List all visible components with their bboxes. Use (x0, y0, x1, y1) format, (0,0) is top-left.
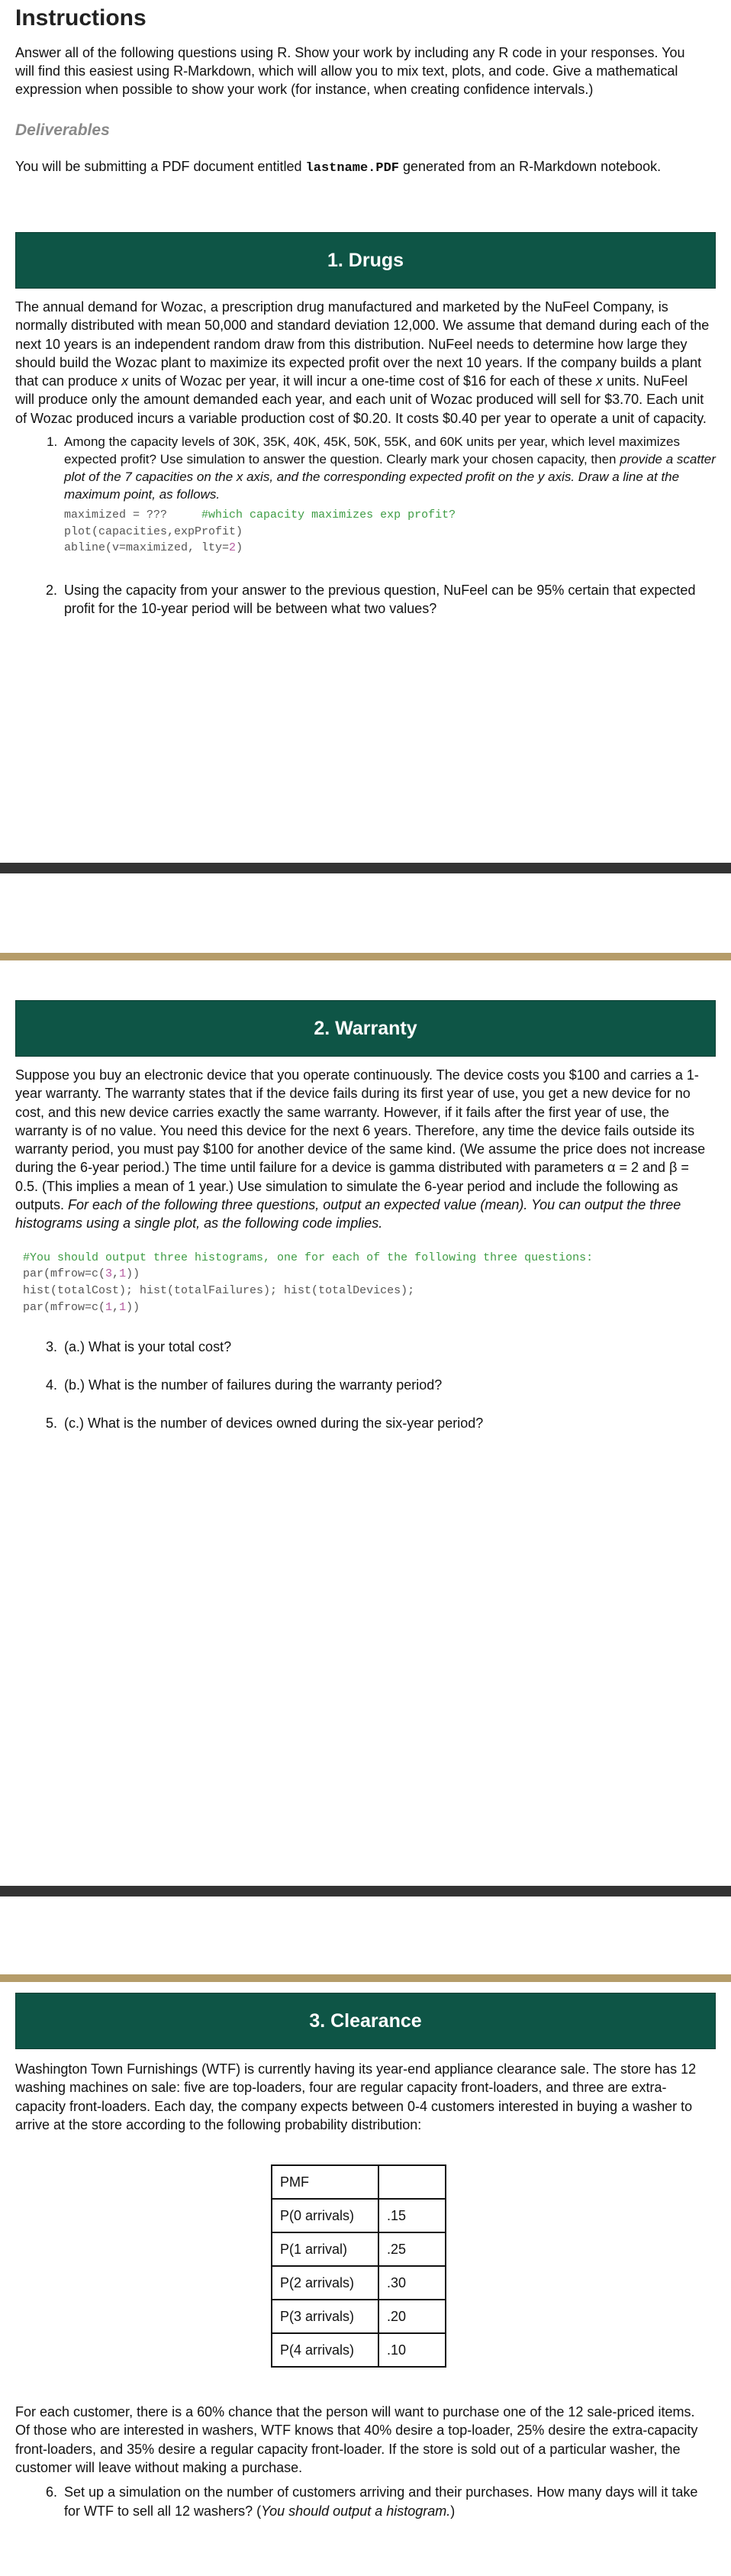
table-cell-label: P(0 arrivals) (272, 2199, 378, 2232)
table-cell-label: P(2 arrivals) (272, 2266, 378, 2300)
deliverables-text (15, 157, 706, 178)
code-line: maximized = ??? (64, 508, 168, 521)
deliverables-filename: lastname.PDF (305, 160, 399, 176)
code-line: plot(capacities,expProfit) (64, 525, 243, 538)
code-block-2 (15, 1250, 716, 1316)
table-header-cell: PMF (272, 2165, 378, 2199)
question-5: 5. (c.) What is the number of devices owned during the six-year period? (61, 1414, 716, 1432)
code-line: par(mfrow=c( (23, 1267, 106, 1281)
question-6-close: ) (450, 2503, 456, 2519)
drugs-intro-part: units. NuFeel will produce only the amount demanded each year, and each unit of Wozac produced will sell for $3.70. Each unit of Wozac produced incurs a variable production cost of $0.20. It costs $0.40 per year to operate a unit of capacity. (15, 373, 707, 426)
drugs-intro-var-x: x (596, 373, 604, 389)
code-comment: #which capacity maximizes exp profit? (201, 508, 456, 521)
table-header-cell-empty (378, 2165, 446, 2199)
drugs-question-list (15, 434, 716, 557)
deliverables-heading: Deliverables (15, 121, 110, 140)
code-line: )) (126, 1267, 140, 1281)
question-6-text: Set up a simulation on the number of customers arriving and their purchases. How many days will it take for WTF to sell all 12 washers? ( (64, 2484, 698, 2519)
table-cell-value: .25 (378, 2232, 446, 2266)
question-6-italic-text: You should output a histogram. (261, 2503, 451, 2519)
code-line: ) (236, 541, 243, 555)
code-line: par(mfrow=c( (23, 1300, 106, 1314)
code-line: , (112, 1267, 120, 1281)
warranty-intro-text: Suppose you buy an electronic device that you operate continuously. The device costs you $100 and carries a 1-year warranty. The warranty states that if the device fails during its first year of use, you get a new device for no cost, and this new device carries exactly the same warranty. However, if it fails after the first year of use, the warranty is of no value. You need this device for the next 6 years. Therefore, any time the device fails outside its warranty period, you must pay $100 for another device of the same kind. (We assume the price does not increase during the 6-year period.) The time until failure for a device is gamma distributed with parameters α = 2 and β = 0.5. (This implies a mean of 1 year.) Use simulation to simulate the 6-year period and include the following as outputs. (15, 1067, 706, 1213)
table-cell-label: P(4 arrivals) (272, 2333, 378, 2367)
table-row (272, 2333, 446, 2367)
drugs-intro-part: The annual demand for Wozac, a prescription drug manufactured and marketed by the NuFeel Company, is normally distributed with mean 50,000 and standard deviation 12,000. We assume that demand during each of the next 10 years is an independent random draw from this distribution. NuFeel needs to determine how large they should build the Wozac plant to maximize its expected profit over the next 10 years. If the company builds a plant that can produce (15, 299, 710, 389)
table-cell-label: P(3 arrivals) (272, 2300, 378, 2333)
question-4: 4. (b.) What is the number of failures during the warranty period? (61, 1376, 716, 1394)
drugs-section (15, 232, 716, 618)
table-cell-value: .30 (378, 2266, 446, 2300)
code-number: 1 (119, 1267, 127, 1281)
question-1-italic-text: provide a scatter plot of the 7 capacities on the x axis, and the corresponding expected profit on the y axis. Draw a line at the maximum point, as follows. (64, 452, 716, 502)
drugs-question-list-2 (15, 581, 716, 618)
table-header-row (272, 2165, 446, 2199)
warranty-intro-italic-text: For each of the following three questions, output an expected value (mean). You can output the three histograms using a single plot, as the following code implies. (15, 1197, 681, 1232)
page-title: Instructions (15, 5, 147, 31)
code-line: , (112, 1300, 120, 1314)
code-number: 3 (105, 1267, 113, 1281)
code-number: 1 (105, 1300, 113, 1314)
instructions-section (0, 0, 731, 178)
code-block-1 (64, 507, 716, 557)
warranty-question-list (15, 1338, 716, 1433)
table-row (272, 2199, 446, 2232)
code-number: 2 (229, 541, 237, 555)
question-6 (61, 2483, 716, 2520)
clearance-section (15, 1993, 716, 2520)
table-row (272, 2266, 446, 2300)
table-cell-label: P(1 arrival) (272, 2232, 378, 2266)
section-divider-dark (0, 1886, 731, 1896)
section-divider-dark (0, 863, 731, 873)
code-line: abline(v=maximized, lty= (64, 541, 230, 555)
code-line: hist(totalCost); hist(totalFailures); hist(totalDevices); (23, 1284, 415, 1298)
clearance-question-list (15, 2483, 716, 2520)
code-number: 1 (119, 1300, 127, 1314)
code-comment: #You should output three histograms, one for each of the following three questions: (23, 1251, 594, 1264)
warranty-intro (15, 1066, 710, 1233)
code-line: )) (126, 1300, 140, 1314)
table-row (272, 2300, 446, 2333)
deliverables-text-pre: You will be submitting a PDF document entitled (15, 158, 306, 174)
drugs-intro (15, 298, 710, 428)
table-cell-value: .10 (378, 2333, 446, 2367)
drugs-intro-part: units of Wozac per year, it will incur a one-time cost of $16 for each of these (128, 373, 597, 389)
section-divider-gold (0, 1974, 731, 1982)
deliverables-text-post: generated from an R-Markdown notebook. (398, 158, 662, 174)
question-1-text: Among the capacity levels of 30K, 35K, 40K, 45K, 50K, 55K, and 60K units per year, which level maximizes expected profit? Use simulation to answer the question. Clearly mark your chosen capacity, then (64, 434, 681, 467)
drugs-intro-var-x: x (121, 373, 129, 389)
clearance-banner: 3. Clearance (15, 1993, 716, 2049)
warranty-section (15, 1000, 716, 1433)
warranty-banner: 2. Warranty (15, 1000, 716, 1057)
table-row (272, 2232, 446, 2266)
table-cell-value: .20 (378, 2300, 446, 2333)
question-3: 3. (a.) What is your total cost? (61, 1338, 716, 1356)
section-divider-gold (0, 953, 731, 960)
drugs-banner: 1. Drugs (15, 232, 716, 289)
clearance-after-table: For each customer, there is a 60% chance that the person will want to purchase one of the 12 sale-priced items. Of those who are interested in washers, WTF knows that 40% desire a top-loader, 25% desire the extra-capacity front-loaders, and 35% desire a regular capacity front-loader. If the store is sold out of a particular washer, the customer will leave without making a purchase. (15, 2404, 698, 2476)
clearance-intro: Washington Town Furnishings (WTF) is currently having its year-end appliance clearance sale. The store has 12 washing machines on sale: five are top-loaders, four are regular capacity front-loaders, and three are extra-capacity front-loaders. Each day, the company expects between 0-4 customers interested in buying a washer to arrive at the store according to the following probability distribution: (15, 2061, 697, 2132)
pmf-table (271, 2164, 446, 2368)
table-cell-value: .15 (378, 2199, 446, 2232)
question-2: 2. Using the capacity from your answer to the previous question, NuFeel can be 95% certain that expected profit for the 10-year period will be between what two values? (61, 581, 716, 618)
question-1 (61, 434, 716, 557)
instructions-text: Answer all of the following questions using R. Show your work by including any R code in your responses. You will find this easiest using R-Markdown, which will allow you to mix text, plots, and code. Give a mathematical expression when possible to show your work (for instance, when creating confidence intervals.) (15, 44, 685, 98)
